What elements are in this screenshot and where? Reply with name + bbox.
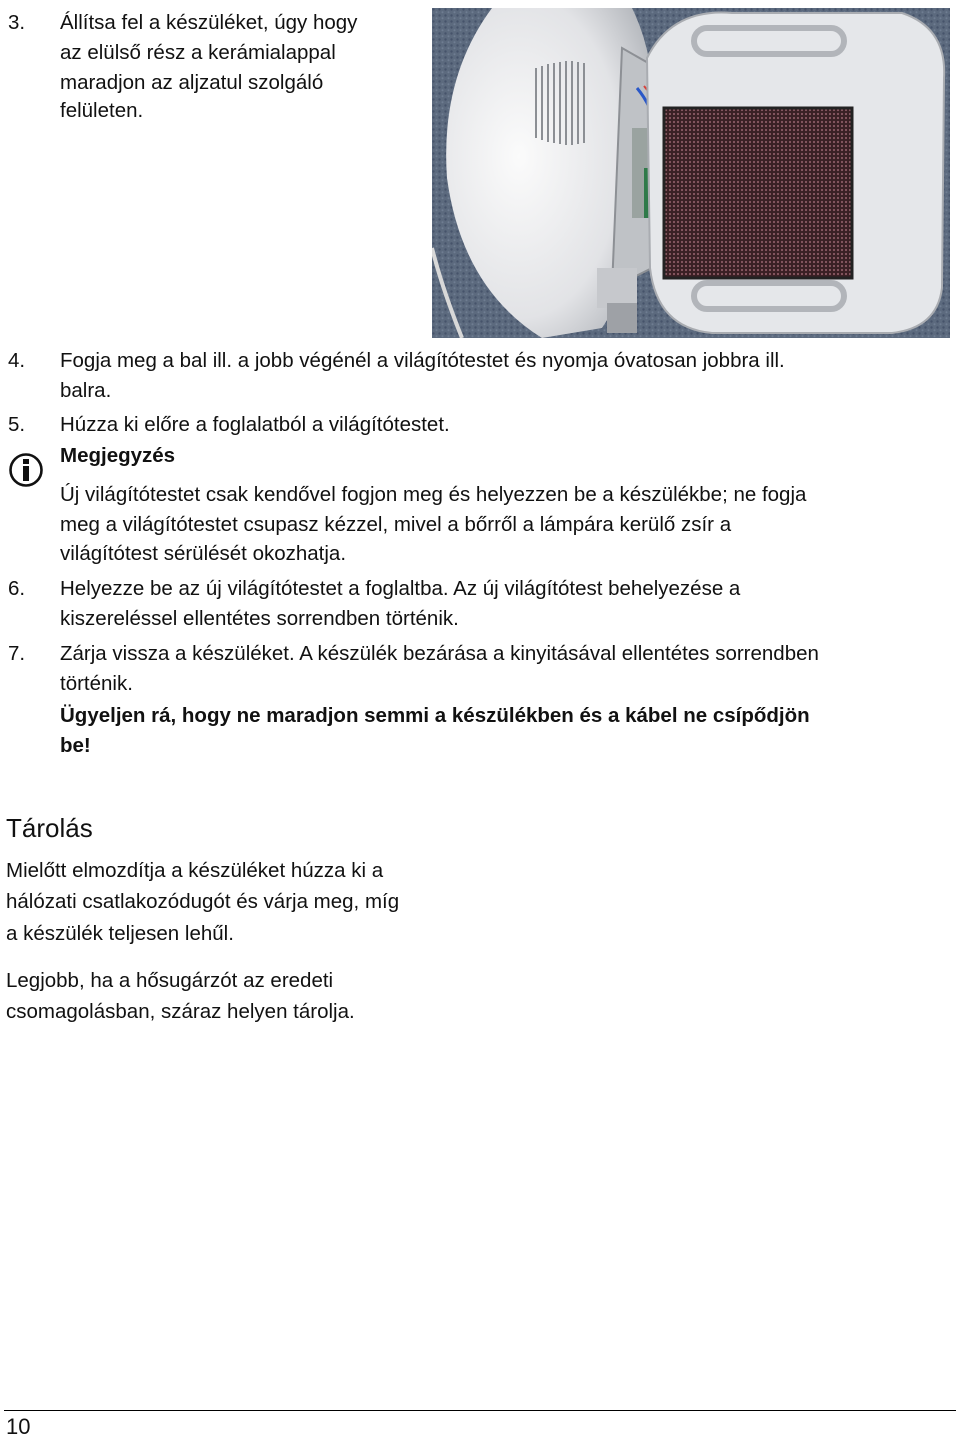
- storage-para2-line-1: Legjobb, ha a hősugárzót az eredeti: [6, 969, 334, 992]
- step-3-line-2: az elülső rész a kerámialappal: [60, 41, 336, 64]
- step-5-number: 5.: [8, 413, 26, 436]
- step-5-text: Húzza ki előre a foglalatból a világítótestet.: [60, 413, 450, 436]
- device-photo: [432, 8, 950, 338]
- note-title: Megjegyzés: [60, 444, 176, 467]
- step-3-line-3: maradjon az aljzatul szolgáló: [60, 71, 324, 94]
- storage-para1-line-1: Mielőtt elmozdítja a készüléket húzza ki a: [6, 859, 384, 882]
- step-4-line-1: Fogja meg a bal ill. a jobb végénél a világítótestet és nyomja óvatosan jobbra ill.: [60, 349, 785, 372]
- step-7-warning-line-2: be!: [60, 734, 91, 757]
- footer-divider: [4, 1410, 956, 1411]
- step-4-number: 4.: [8, 349, 26, 372]
- step-3-line-1: Állítsa fel a készüléket, úgy hogy: [60, 11, 358, 34]
- step-3-line-4: felületen.: [60, 99, 144, 122]
- step-6-number: 6.: [8, 577, 26, 600]
- storage-para2-line-2: csomagolásban, száraz helyen tárolja.: [6, 1000, 355, 1023]
- note-line-1: Új világítótestet csak kendővel fogjon meg és helyezzen be a készülékbe; ne fogja: [60, 483, 807, 506]
- step-7-line-1: Zárja vissza a készüléket. A készülék bezárása a kinyitásával ellentétes sorrendben: [60, 642, 819, 665]
- step-6-line-1: Helyezze be az új világítótestet a foglaltba. Az új világítótest behelyezése a: [60, 577, 741, 600]
- storage-para1-line-3: a készülék teljesen lehűl.: [6, 922, 234, 945]
- opened-heater-illustration: [432, 8, 950, 338]
- step-7-line-2: történik.: [60, 672, 133, 695]
- storage-heading: Tárolás: [6, 813, 93, 843]
- step-7-warning-line-1: Ügyeljen rá, hogy ne maradjon semmi a készülékben és a kábel ne csípődjön: [60, 704, 810, 727]
- step-7-number: 7.: [8, 642, 26, 665]
- note-line-2: meg a világítótestet csupasz kézzel, mivel a bőrről a lámpára kerülő zsír a: [60, 513, 732, 536]
- step-3-number: 3.: [8, 11, 26, 34]
- info-icon: [8, 452, 44, 488]
- step-6-line-2: kiszereléssel ellentétes sorrendben történik.: [60, 607, 459, 630]
- note-line-3: világítótest sérülését okozhatja.: [60, 542, 347, 565]
- storage-para1-line-2: hálózati csatlakozódugót és várja meg, míg: [6, 890, 400, 913]
- step-4-line-2: balra.: [60, 379, 112, 402]
- page-number: 10: [6, 1414, 31, 1439]
